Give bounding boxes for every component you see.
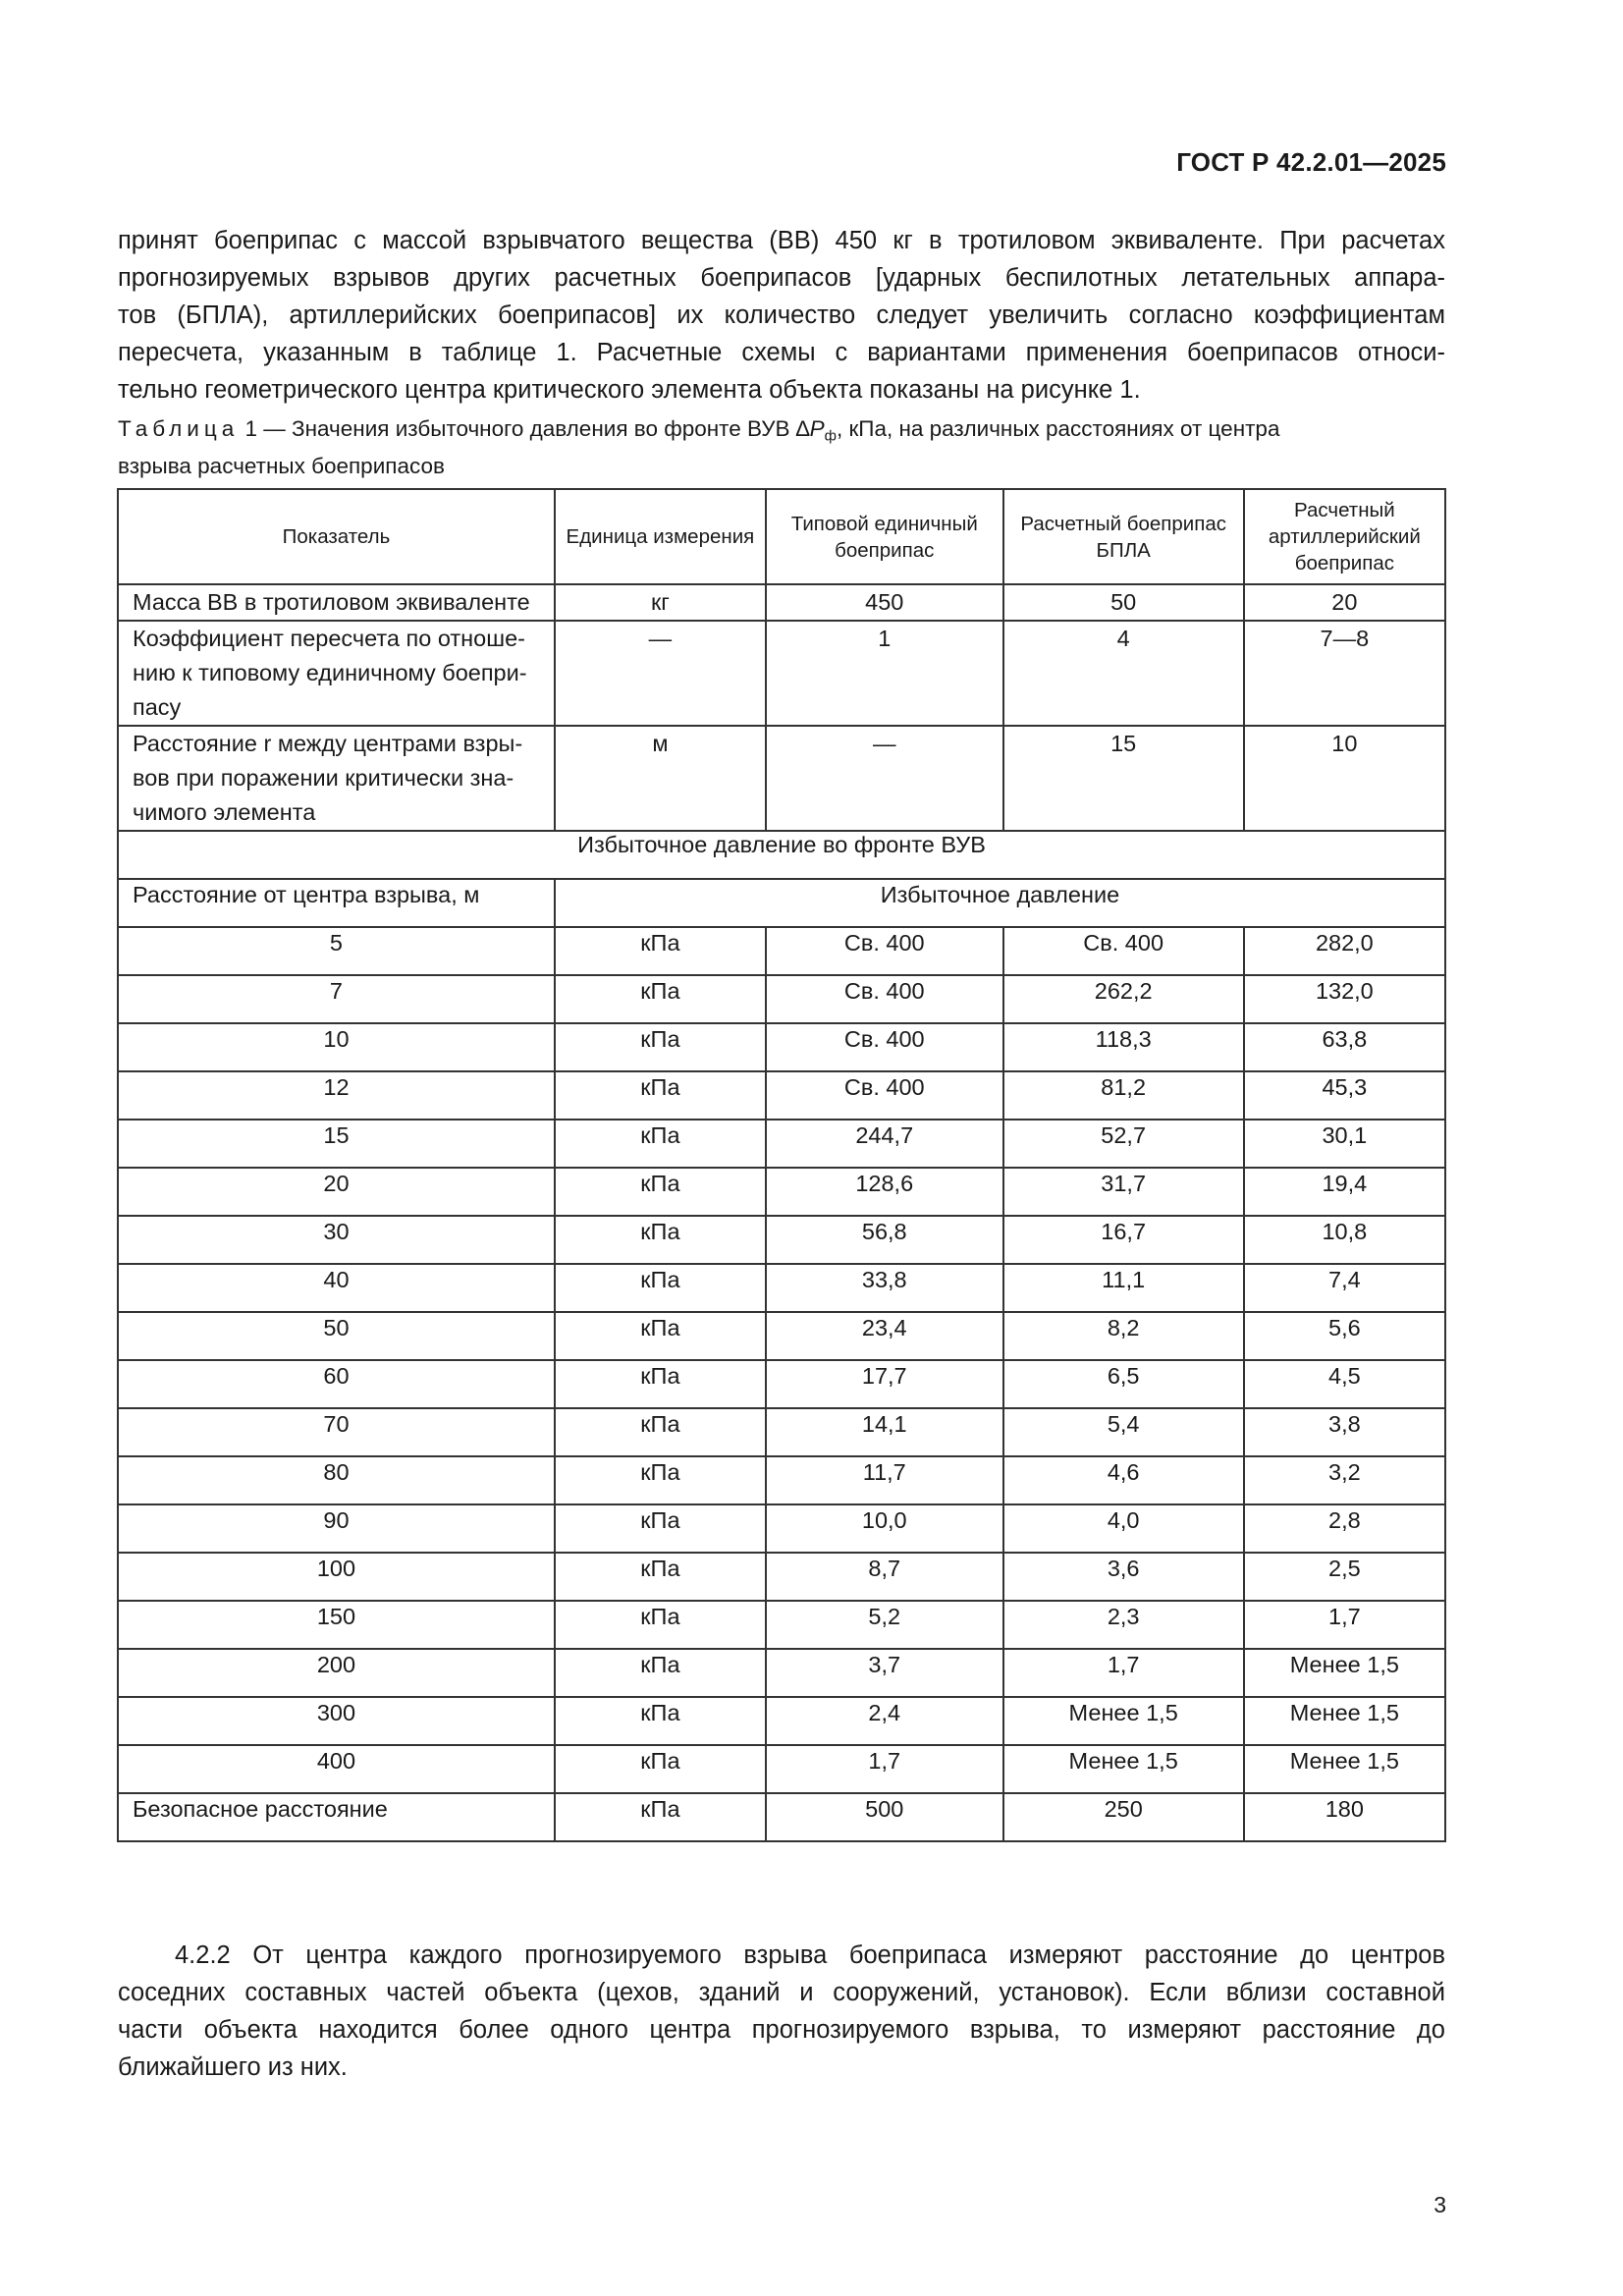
table-header-row — [118, 489, 1445, 584]
cell-value: 1,7 — [766, 1745, 1003, 1793]
cell-unit: кПа — [555, 1264, 766, 1312]
cell-value: 282,0 — [1244, 927, 1445, 975]
cell-distance: 20 — [118, 1168, 555, 1216]
cell-unit: кг — [555, 584, 766, 621]
cell-value: 50 — [1003, 584, 1244, 621]
cell-value: 500 — [766, 1793, 1003, 1841]
cell-value: 8,2 — [1003, 1312, 1244, 1360]
intro-paragraph — [118, 222, 1445, 409]
cell-value: 3,6 — [1003, 1553, 1244, 1601]
cell-value: 1,7 — [1003, 1649, 1244, 1697]
cell-value: 3,2 — [1244, 1456, 1445, 1504]
cell-value: 45,3 — [1244, 1071, 1445, 1120]
cell-distance: 150 — [118, 1601, 555, 1649]
cell-value: 5,6 — [1244, 1312, 1445, 1360]
cell-value: 4,6 — [1003, 1456, 1244, 1504]
table-row — [118, 1023, 1445, 1071]
cell-distance: 50 — [118, 1312, 555, 1360]
caption-symbol: P — [809, 416, 825, 441]
cell-value: 6,5 — [1003, 1360, 1244, 1408]
cell-value: 15 — [1003, 726, 1244, 831]
col-header-uav: Расчетный боеприпас БПЛА — [1003, 489, 1244, 584]
cell-unit: кПа — [555, 1649, 766, 1697]
cell-unit: кПа — [555, 1793, 766, 1841]
table-row — [118, 1745, 1445, 1793]
col-header-indicator: Показатель — [118, 489, 555, 584]
cell-value: Св. 400 — [766, 1071, 1003, 1120]
cell-unit: кПа — [555, 1071, 766, 1120]
document-header: ГОСТ Р 42.2.01—2025 — [1176, 147, 1446, 177]
cell-unit: кПа — [555, 927, 766, 975]
table-row — [118, 1312, 1445, 1360]
table-row — [118, 1649, 1445, 1697]
safe-distance-row — [118, 1793, 1445, 1841]
cell-value: 4,0 — [1003, 1504, 1244, 1553]
cell-value: Св. 400 — [1003, 927, 1244, 975]
caption-line — [118, 414, 1445, 452]
cell-value: 7—8 — [1244, 621, 1445, 726]
cell-value: 118,3 — [1003, 1023, 1244, 1071]
cell-unit: кПа — [555, 1697, 766, 1745]
table-row — [118, 1504, 1445, 1553]
cell-value: 1,7 — [1244, 1601, 1445, 1649]
table-row — [118, 975, 1445, 1023]
text-line: пересчета, указанным в таблице 1. Расчетные схемы с вариантами применения боеприпасов относи- — [118, 339, 1445, 366]
cell-value: 23,4 — [766, 1312, 1003, 1360]
cell-value: 3,8 — [1244, 1408, 1445, 1456]
cell-value: 132,0 — [1244, 975, 1445, 1023]
cell-unit: кПа — [555, 1553, 766, 1601]
text-line: тельно геометрического центра критического элемента объекта показаны на рисунке 1. — [118, 376, 1141, 404]
cell-value: 20 — [1244, 584, 1445, 621]
table-row — [118, 1120, 1445, 1168]
cell-unit: кПа — [555, 1312, 766, 1360]
cell-value: 16,7 — [1003, 1216, 1244, 1264]
cell-value: 19,4 — [1244, 1168, 1445, 1216]
cell-distance: 30 — [118, 1216, 555, 1264]
cell-value: 4,5 — [1244, 1360, 1445, 1408]
pressure-table — [117, 488, 1446, 1842]
text-line: принят боеприпас с массой взрывчатого вещества (ВВ) 450 кг в тротиловом эквиваленте. При расчетах — [118, 227, 1445, 254]
cell-value: 2,3 — [1003, 1601, 1244, 1649]
cell-distance: 12 — [118, 1071, 555, 1120]
cell-distance: 10 — [118, 1023, 555, 1071]
cell-unit: кПа — [555, 1456, 766, 1504]
cell-distance: 200 — [118, 1649, 555, 1697]
cell-value: 5,4 — [1003, 1408, 1244, 1456]
cell-value: 52,7 — [1003, 1120, 1244, 1168]
cell-value: 14,1 — [766, 1408, 1003, 1456]
cell-distance: 5 — [118, 927, 555, 975]
cell-label: Масса ВВ в тротиловом эквиваленте — [118, 584, 555, 621]
cell-distance: 100 — [118, 1553, 555, 1601]
cell-unit: кПа — [555, 1408, 766, 1456]
cell-value: 10 — [1244, 726, 1445, 831]
table-caption — [118, 414, 1445, 481]
section-title: Избыточное давление во фронте ВУВ — [118, 831, 1445, 879]
col-header-artillery: Расчетный артиллерийский боеприпас — [1244, 489, 1445, 584]
cell-unit: кПа — [555, 1745, 766, 1793]
cell-distance: 15 — [118, 1120, 555, 1168]
cell-value: 5,2 — [766, 1601, 1003, 1649]
cell-value: 33,8 — [766, 1264, 1003, 1312]
cell-distance: 300 — [118, 1697, 555, 1745]
cell-value: 262,2 — [1003, 975, 1244, 1023]
table-row — [118, 1601, 1445, 1649]
table-row — [118, 927, 1445, 975]
cell-value: Менее 1,5 — [1244, 1745, 1445, 1793]
table-row — [118, 1456, 1445, 1504]
cell-value: 17,7 — [766, 1360, 1003, 1408]
sub-header-distance: Расстояние от центра взрыва, м — [118, 879, 555, 927]
cell-value: 81,2 — [1003, 1071, 1244, 1120]
cell-value: 4 — [1003, 621, 1244, 726]
sub-header-pressure: Избыточное давление — [555, 879, 1445, 927]
text-line: тов (БПЛА), артиллерийских боеприпасов] их количество следует увеличить согласно коэффициентам — [118, 301, 1445, 329]
cell-value: 1 — [766, 621, 1003, 726]
cell-value: 180 — [1244, 1793, 1445, 1841]
cell-value: 2,8 — [1244, 1504, 1445, 1553]
cell-unit: — — [555, 621, 766, 726]
cell-label: Расстояние r между центрами взры-вов при поражении критически зна-чимого элемента — [118, 726, 555, 831]
table-row — [118, 1168, 1445, 1216]
cell-value: 250 — [1003, 1793, 1244, 1841]
cell-distance: 60 — [118, 1360, 555, 1408]
text-line: прогнозируемых взрывов других расчетных боеприпасов [ударных беспилотных летательных аппара- — [118, 264, 1445, 292]
cell-unit: кПа — [555, 1601, 766, 1649]
data-rows — [118, 927, 1445, 1793]
cell-distance: 70 — [118, 1408, 555, 1456]
cell-value: 244,7 — [766, 1120, 1003, 1168]
table-row — [118, 1216, 1445, 1264]
col-header-unit: Единица измерения — [555, 489, 766, 584]
cell-value: 10,0 — [766, 1504, 1003, 1553]
cell-value: 30,1 — [1244, 1120, 1445, 1168]
cell-unit: кПа — [555, 1360, 766, 1408]
cell-value: Св. 400 — [766, 975, 1003, 1023]
text-line: соседних составных частей объекта (цехов, зданий и сооружений, установок). Если вблизи составной — [118, 1979, 1445, 2006]
cell-distance: 400 — [118, 1745, 555, 1793]
cell-value: 8,7 — [766, 1553, 1003, 1601]
table-row — [118, 1360, 1445, 1408]
table-row — [118, 1697, 1445, 1745]
cell-unit: кПа — [555, 1168, 766, 1216]
cell-unit: кПа — [555, 1023, 766, 1071]
text-line: ближайшего из них. — [118, 2053, 348, 2081]
cell-value: 450 — [766, 584, 1003, 621]
caption-line-2: взрыва расчетных боеприпасов — [118, 453, 445, 478]
cell-unit: кПа — [555, 1120, 766, 1168]
table-row — [118, 1071, 1445, 1120]
cell-value: Св. 400 — [766, 927, 1003, 975]
caption-subscript: ф — [824, 427, 837, 445]
cell-value: 128,6 — [766, 1168, 1003, 1216]
sub-header-row — [118, 879, 1445, 927]
cell-unit: кПа — [555, 975, 766, 1023]
cell-value: 2,4 — [766, 1697, 1003, 1745]
col-header-typical: Типовой единичный боеприпас — [766, 489, 1003, 584]
page-number: 3 — [1434, 2192, 1446, 2217]
table-row — [118, 1553, 1445, 1601]
cell-label: Безопасное расстояние — [118, 1793, 555, 1841]
cell-unit: м — [555, 726, 766, 831]
cell-value: Св. 400 — [766, 1023, 1003, 1071]
cell-value: Менее 1,5 — [1003, 1745, 1244, 1793]
cell-unit: кПа — [555, 1216, 766, 1264]
cell-distance: 80 — [118, 1456, 555, 1504]
cell-value: 10,8 — [1244, 1216, 1445, 1264]
cell-distance: 90 — [118, 1504, 555, 1553]
cell-value: Менее 1,5 — [1003, 1697, 1244, 1745]
cell-value: 63,8 — [1244, 1023, 1445, 1071]
table-row — [118, 1408, 1445, 1456]
cell-value: — — [766, 726, 1003, 831]
text-line: части объекта находится более одного центра прогнозируемого взрыва, то измеряют расстояние до — [118, 2016, 1445, 2044]
cell-value: Менее 1,5 — [1244, 1649, 1445, 1697]
cell-value: 3,7 — [766, 1649, 1003, 1697]
table-row — [118, 584, 1445, 621]
cell-value: 56,8 — [766, 1216, 1003, 1264]
text-line: 4.2.2 От центра каждого прогнозируемого взрыва боеприпаса измеряют расстояние до центров — [175, 1941, 1445, 1969]
caption-text-after: , кПа, на различных расстояниях от центра — [836, 416, 1280, 441]
section-title-row — [118, 831, 1445, 879]
clause-4-2-2 — [118, 1937, 1445, 2086]
caption-label: Таблица — [118, 416, 240, 441]
cell-value: Менее 1,5 — [1244, 1697, 1445, 1745]
table-row — [118, 726, 1445, 831]
table-row — [118, 621, 1445, 726]
cell-value: 11,7 — [766, 1456, 1003, 1504]
caption-text: 1 — Значения избыточного давления во фронте ВУВ ∆ — [239, 416, 810, 441]
cell-label: Коэффициент пересчета по отноше-нию к типовому единичному боепри-пасу — [118, 621, 555, 726]
cell-distance: 7 — [118, 975, 555, 1023]
cell-value: 7,4 — [1244, 1264, 1445, 1312]
cell-value: 31,7 — [1003, 1168, 1244, 1216]
cell-distance: 40 — [118, 1264, 555, 1312]
cell-value: 2,5 — [1244, 1553, 1445, 1601]
cell-value: 11,1 — [1003, 1264, 1244, 1312]
cell-unit: кПа — [555, 1504, 766, 1553]
table-row — [118, 1264, 1445, 1312]
